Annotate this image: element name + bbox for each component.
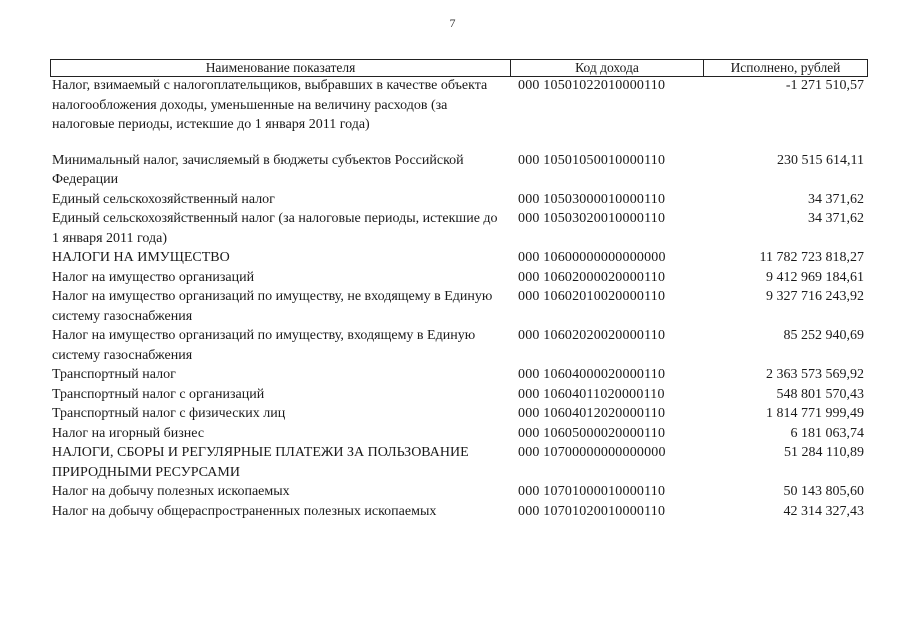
row-amount: 6 181 063,74: [790, 425, 864, 441]
table-row: [52, 424, 866, 444]
row-amount: 1 814 771 999,49: [766, 406, 864, 421]
row-code: 000 10501050010000110: [518, 152, 666, 168]
table-row: [52, 365, 866, 385]
row-name: Налог на имущество организаций по имуществу, входящему в Единую систему газоснабжения: [52, 328, 476, 363]
row-code: 000 10501022010000110: [518, 78, 666, 93]
row-name: Транспортный налог: [52, 367, 176, 382]
row-code: 000 10602020020000110: [518, 328, 666, 343]
row-code: 000 10701000010000110: [518, 484, 666, 499]
row-amount: 230 515 614,11: [777, 152, 864, 168]
row-code: 000 10602010020000110: [518, 289, 666, 304]
row-amount: 51 284 110,89: [784, 445, 864, 460]
table-row: [52, 248, 866, 268]
row-name: НАЛОГИ НА ИМУЩЕСТВО: [52, 250, 230, 265]
row-name: Налог на добычу общераспространенных полезных ископаемых: [52, 503, 437, 519]
row-name: Налог на имущество организаций по имуществу, не входящему в Единую систему газоснабжения: [52, 289, 493, 324]
row-amount: 34 371,62: [808, 191, 864, 207]
table-row: [52, 482, 866, 502]
row-name: Налог, взимаемый с налогоплательщиков, выбравших в качестве объекта налогообложения доходы, уменьшенные на величину расходов (за налоговые периоды, истекшие до 1 января 2011 года): [52, 78, 488, 132]
row-code: 000 10605000020000110: [518, 425, 666, 441]
row-code: 000 10600000000000000: [518, 250, 666, 265]
table-row: [52, 209, 866, 248]
table-row: [52, 404, 866, 424]
row-amount: 9 412 969 184,61: [766, 269, 864, 285]
table-row: [52, 76, 866, 135]
row-code: 000 10602000020000110: [518, 269, 666, 285]
table-row: [52, 190, 866, 210]
table-row: [52, 326, 866, 365]
column-header-code: Код дохода: [511, 60, 704, 76]
table-row: [52, 385, 866, 405]
row-name: Транспортный налог с физических лиц: [52, 406, 286, 421]
page-number: 7: [449, 16, 456, 30]
table-body: [52, 76, 866, 521]
table-row: [52, 287, 866, 326]
row-name: Налог на игорный бизнес: [52, 425, 205, 441]
row-amount: 85 252 940,69: [783, 328, 864, 343]
column-header-name: Наименование показателя: [51, 60, 511, 76]
row-code: 000 10503000010000110: [518, 191, 666, 207]
row-code: 000 10604011020000110: [518, 386, 665, 402]
table-header: [50, 59, 868, 77]
table-row: [52, 502, 866, 522]
row-name: Налог на имущество организаций: [52, 269, 255, 285]
row-amount: 548 801 570,43: [776, 386, 864, 402]
table-row: [52, 151, 866, 190]
row-amount: 11 782 723 818,27: [759, 250, 864, 265]
row-code: 000 10503020010000110: [518, 211, 666, 226]
row-amount: 2 363 573 569,92: [766, 367, 864, 382]
row-amount: 50 143 805,60: [783, 484, 864, 499]
row-name: НАЛОГИ, СБОРЫ И РЕГУЛЯРНЫЕ ПЛАТЕЖИ ЗА ПОЛЬЗОВАНИЕ ПРИРОДНЫМИ РЕСУРСАМИ: [52, 445, 469, 480]
row-amount: 42 314 327,43: [783, 503, 864, 519]
row-name: Единый сельскохозяйственный налог (за налоговые периоды, истекшие до 1 января 2011 года): [52, 211, 498, 246]
row-amount: 9 327 716 243,92: [766, 289, 864, 304]
column-header-amount: Исполнено, рублей: [730, 60, 841, 75]
row-name: Единый сельскохозяйственный налог: [52, 191, 275, 207]
row-name: Налог на добычу полезных ископаемых: [52, 484, 290, 499]
row-amount: -1 271 510,57: [785, 78, 864, 93]
row-code: 000 10604000020000110: [518, 367, 666, 382]
row-code: 000 10604012020000110: [518, 406, 666, 421]
row-code: 000 10700000000000000: [518, 445, 666, 460]
table-row: [52, 268, 866, 288]
row-code: 000 10701020010000110: [518, 503, 666, 519]
row-name: Транспортный налог с организаций: [52, 386, 265, 402]
row-amount: 34 371,62: [808, 211, 864, 226]
table-row: [52, 443, 866, 482]
row-name: Минимальный налог, зачисляемый в бюджеты субъектов Российской Федерации: [52, 152, 464, 187]
